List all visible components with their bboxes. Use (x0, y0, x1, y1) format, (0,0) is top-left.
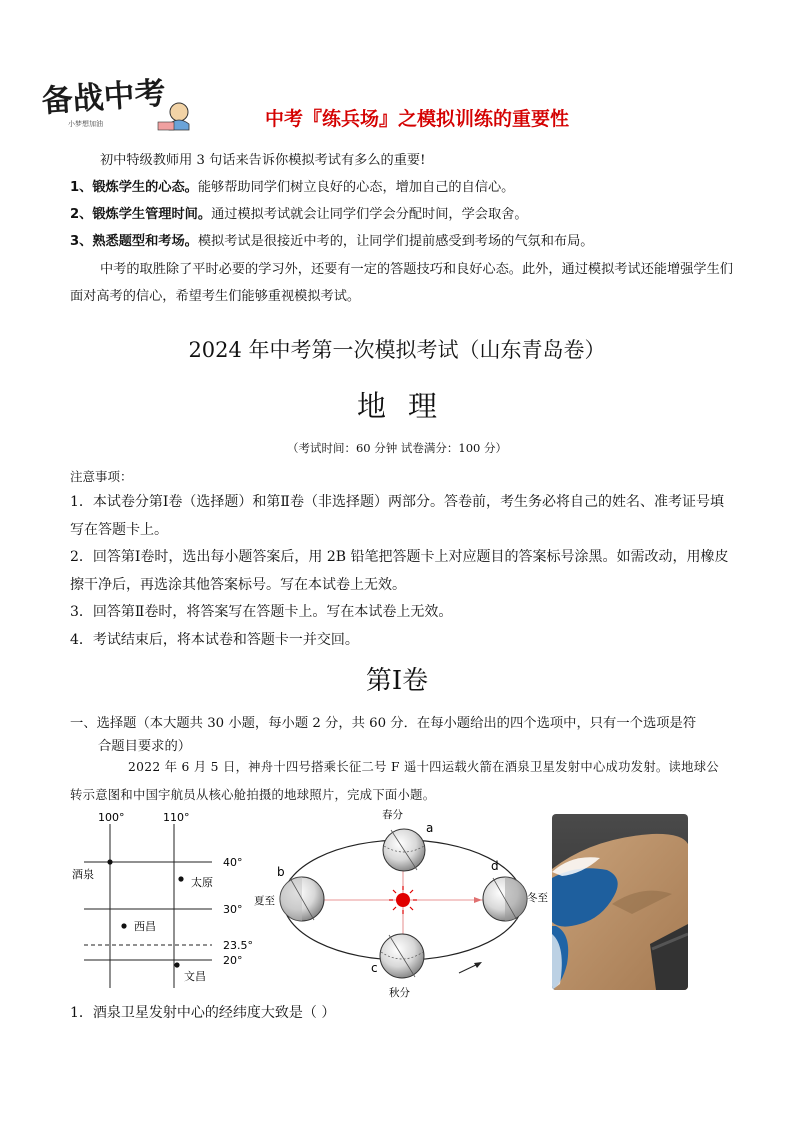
question-1: 1．酒泉卫星发射中心的经纬度大致是（ ） (70, 1005, 336, 1021)
place-dot (121, 923, 126, 928)
section-heading (70, 712, 730, 758)
lat-label: 20° (223, 954, 243, 967)
lon-label: 100° (98, 811, 125, 824)
position-label: a (426, 821, 434, 835)
section-line: 合题目要求的） (98, 739, 192, 754)
tip-item (70, 228, 735, 255)
place-label: 文昌 (184, 970, 206, 983)
tip-body: 模拟考试是很接近中考的，让同学们提前感受到考场的气氛和布局。 (197, 234, 594, 249)
exam-title: 2024 年中考第一次模拟考试（山东青岛卷） (188, 338, 606, 362)
tip-item (70, 201, 735, 228)
tip-item (70, 174, 735, 201)
position-label: b (277, 865, 285, 879)
earth-winter (483, 877, 527, 921)
term-label: 冬至 (527, 892, 548, 904)
logo-text: 备战中考 (40, 75, 167, 120)
note-item: 2．回答第Ⅰ卷时，选出每小题答案后，用 2B 铅笔把答题卡上对应题目的答案标号涂黑。如需改动，用橡皮擦干净后，再选涂其他答案标号。写在本试卷上无效。 (70, 549, 729, 593)
tip-body: 通过模拟考试就会让同学们学会分配时间，学会取舍。 (211, 207, 528, 222)
section-line: 一、选择题（本大题共 30 小题，每小题 2 分，共 60 分．在每小题给出的四个选项中，只有一个选项是符 (70, 716, 697, 731)
term-label: 夏至 (254, 895, 275, 907)
note-item: 1．本试卷分第Ⅰ卷（选择题）和第Ⅱ卷（非选择题）两部分。答卷前，考生务必将自己的姓名、准考证号填写在答题卡上。 (70, 494, 724, 538)
exam-info: （考试时间：60 分钟 试卷满分：100 分） (286, 441, 508, 455)
place-dot (107, 859, 112, 864)
place-label: 酒泉 (72, 868, 94, 881)
earth-summer (280, 877, 324, 921)
lon-label: 110° (163, 811, 190, 824)
tip-head: 2、锻炼学生管理时间。 (70, 207, 212, 222)
lat-label: 40° (223, 856, 243, 869)
notes-list (70, 489, 730, 654)
notes-heading: 注意事项： (70, 469, 133, 484)
place-dot (178, 876, 183, 881)
tip-head: 1、锻炼学生的心态。 (70, 180, 198, 195)
earth-orbit-diagram (250, 806, 555, 1002)
lat-lon-map (70, 808, 270, 990)
lat-label: 23.5° (223, 939, 253, 952)
tips-list (70, 174, 735, 255)
question-stem: 2022 年 6 月 5 日，神舟十四号搭乘长征二号 F 遥十四运载火箭在酒泉卫星发射中心成功发射。读地球公转示意图和中国宇航员从核心舱拍摄的地球照片，完成下面小题。 (70, 760, 719, 802)
logo-subtext: 小梦想加油 (68, 120, 103, 128)
place-label: 太原 (191, 876, 213, 889)
note-item: 3．回答第Ⅱ卷时，将答案写在答题卡上。写在本试卷上无效。 (70, 604, 453, 620)
term-label: 春分 (382, 809, 403, 821)
tip-body: 能够帮助同学们树立良好的心态，增加自己的自信心。 (197, 180, 515, 195)
earth-spring (383, 829, 425, 871)
intro-line: 初中特级教师用 3 句话来告诉你模拟考试有多么的重要! (100, 153, 426, 168)
earth-autumn (380, 934, 424, 978)
term-label: 秋分 (389, 987, 410, 999)
position-label: d (491, 859, 499, 873)
place-label: 西昌 (134, 920, 156, 933)
lat-label: 30° (223, 903, 243, 916)
position-label: c (371, 961, 378, 975)
direction-arrow (459, 962, 482, 973)
tip-head: 3、熟悉题型和考场。 (70, 234, 198, 249)
sun (396, 893, 410, 907)
banner-title: 中考『练兵场』之模拟训练的重要性 (264, 108, 569, 130)
place-dot (174, 962, 179, 967)
volume-title: 第Ⅰ卷 (365, 666, 429, 696)
earth-photo (552, 814, 688, 990)
note-item: 4．考试结束后，将本试卷和答题卡一并交回。 (70, 631, 359, 648)
intro-closing: 中考的取胜除了平时必要的学习外，还要有一定的答题技巧和良好心态。此外，通过模拟考试还能增强学生们面对高考的信心，希望考生们能够重视模拟考试。 (70, 262, 733, 304)
subject-title: 地理 (356, 389, 459, 423)
